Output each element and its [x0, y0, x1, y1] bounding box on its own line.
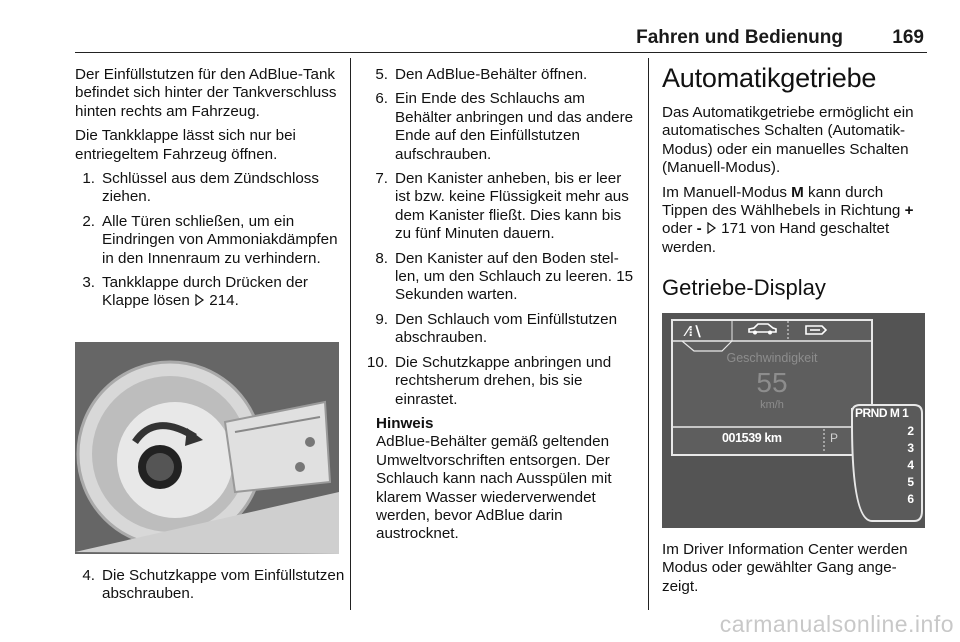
paragraph: Im Manuell-Modus M kann durch Tippen des Wählhebels in Richtung + oder - 171 von Hand geschaltet werden. [662, 183, 914, 256]
list-item: 5. Den AdBlue-Behälter öffnen. [375, 66, 588, 83]
road-lines-icon: ⁄⁞∖ [686, 323, 702, 339]
gear-item: 3 [907, 441, 914, 455]
gear-indicator: P [830, 431, 839, 445]
gear-item: 6 [907, 492, 914, 506]
speed-unit: km/h [760, 399, 784, 411]
odometer: 001539 km [722, 431, 782, 445]
speed-value: 55 [756, 367, 788, 398]
list-item: 7. Den Kanister anheben, bis er leer ist bzw. keine Flüssigkeit mehr aus dem Kanister fließt. Dies kann bis zu fünf Minuten dauern. [375, 170, 629, 243]
step-list-continued [75, 567, 345, 610]
road-sign-icon [804, 323, 828, 335]
gear-item: 5 [907, 475, 914, 489]
list-item: 8. Den Kanister auf den Boden stellen, um den Schlauch zu leeren. 15 Sekunden warten. [375, 249, 634, 304]
column-divider-1 [350, 58, 351, 610]
fuel-filler-photo [75, 342, 339, 554]
paragraph: Der Einfüllstutzen für den AdBlue-Tank befindet sich hinter der Tankverschluss hinten rechts am Fahrzeug. [75, 66, 337, 120]
note-block [356, 415, 638, 544]
header-divider [75, 52, 927, 53]
note-text: AdBlue-Behälter gemäß geltenden Umweltvorschriften entsorgen. Der Schlauch kann nach Ausspülen mit klarem Wasser wiederverwendet werden, bevor AdBlue darin austrocknet. [376, 433, 612, 543]
section-heading: Automatikgetriebe [662, 63, 877, 93]
gear-item: 4 [907, 458, 914, 472]
list-item: 6. Ein Ende des Schlauchs am Behälter anbringen und das andere Ende auf den Einfüllstutzen aufschrauben. [375, 90, 634, 163]
list-item: 4. Die Schutzkappe vom Einfüllstutzen abschrauben. [82, 567, 345, 603]
list-item: 2. Alle Türen schließen, um ein Eindringen von Ammoniakdämpfen in den Innenraum zu verhindern. [82, 212, 338, 267]
page-header [0, 0, 960, 56]
column-divider-2 [648, 58, 649, 610]
gear-header: PRND M 1 [855, 406, 909, 420]
paragraph: Im Driver Information Center werden Modus oder gewählter Gang angezeigt. [662, 541, 908, 595]
gear-item: 2 [907, 424, 914, 438]
transmission-display-image [662, 313, 925, 528]
step-list [75, 170, 345, 311]
page-number: 169 [892, 27, 924, 48]
page-ref-link[interactable]: 214. [205, 292, 239, 310]
arrow-ref-icon[interactable] [194, 292, 205, 309]
list-item: 3. Tankklappe durch Drücken der Klappe lösen 214. [82, 274, 308, 310]
column-3 [662, 63, 927, 317]
watermark: carmanualsonline.info [719, 611, 954, 637]
subsection-heading: Getriebe-Display [662, 275, 826, 301]
step-list [356, 66, 638, 409]
list-item: 10. Die Schutzkappe anbringen und rechtsherum drehen, bis sie einrastet. [366, 353, 612, 408]
car-icon [746, 321, 778, 335]
paragraph: Das Automatikgetriebe ermöglicht ein automatisches Schalten (Automatik-Modus) oder ein manuelles Schalten (Manuell-Modus). [662, 104, 914, 177]
list-item: 9. Den Schlauch vom Einfüllstutzen abschrauben. [375, 310, 618, 347]
note-title: Hinweis [376, 414, 434, 432]
section-title: Fahren und Bedienung [636, 27, 843, 48]
column-2 [356, 66, 638, 544]
page-ref-link[interactable]: 171 von Hand geschaltet werden. [662, 220, 890, 256]
column-1 [75, 66, 345, 317]
list-item: 1. Schlüssel aus dem Zündschloss ziehen. [82, 170, 319, 206]
arrow-ref-icon[interactable] [706, 220, 717, 237]
speed-label: Geschwindigkeit [726, 351, 818, 365]
gear-list [907, 423, 914, 508]
paragraph: Die Tankklappe lässt sich nur bei entriegeltem Fahrzeug öffnen. [75, 127, 296, 163]
